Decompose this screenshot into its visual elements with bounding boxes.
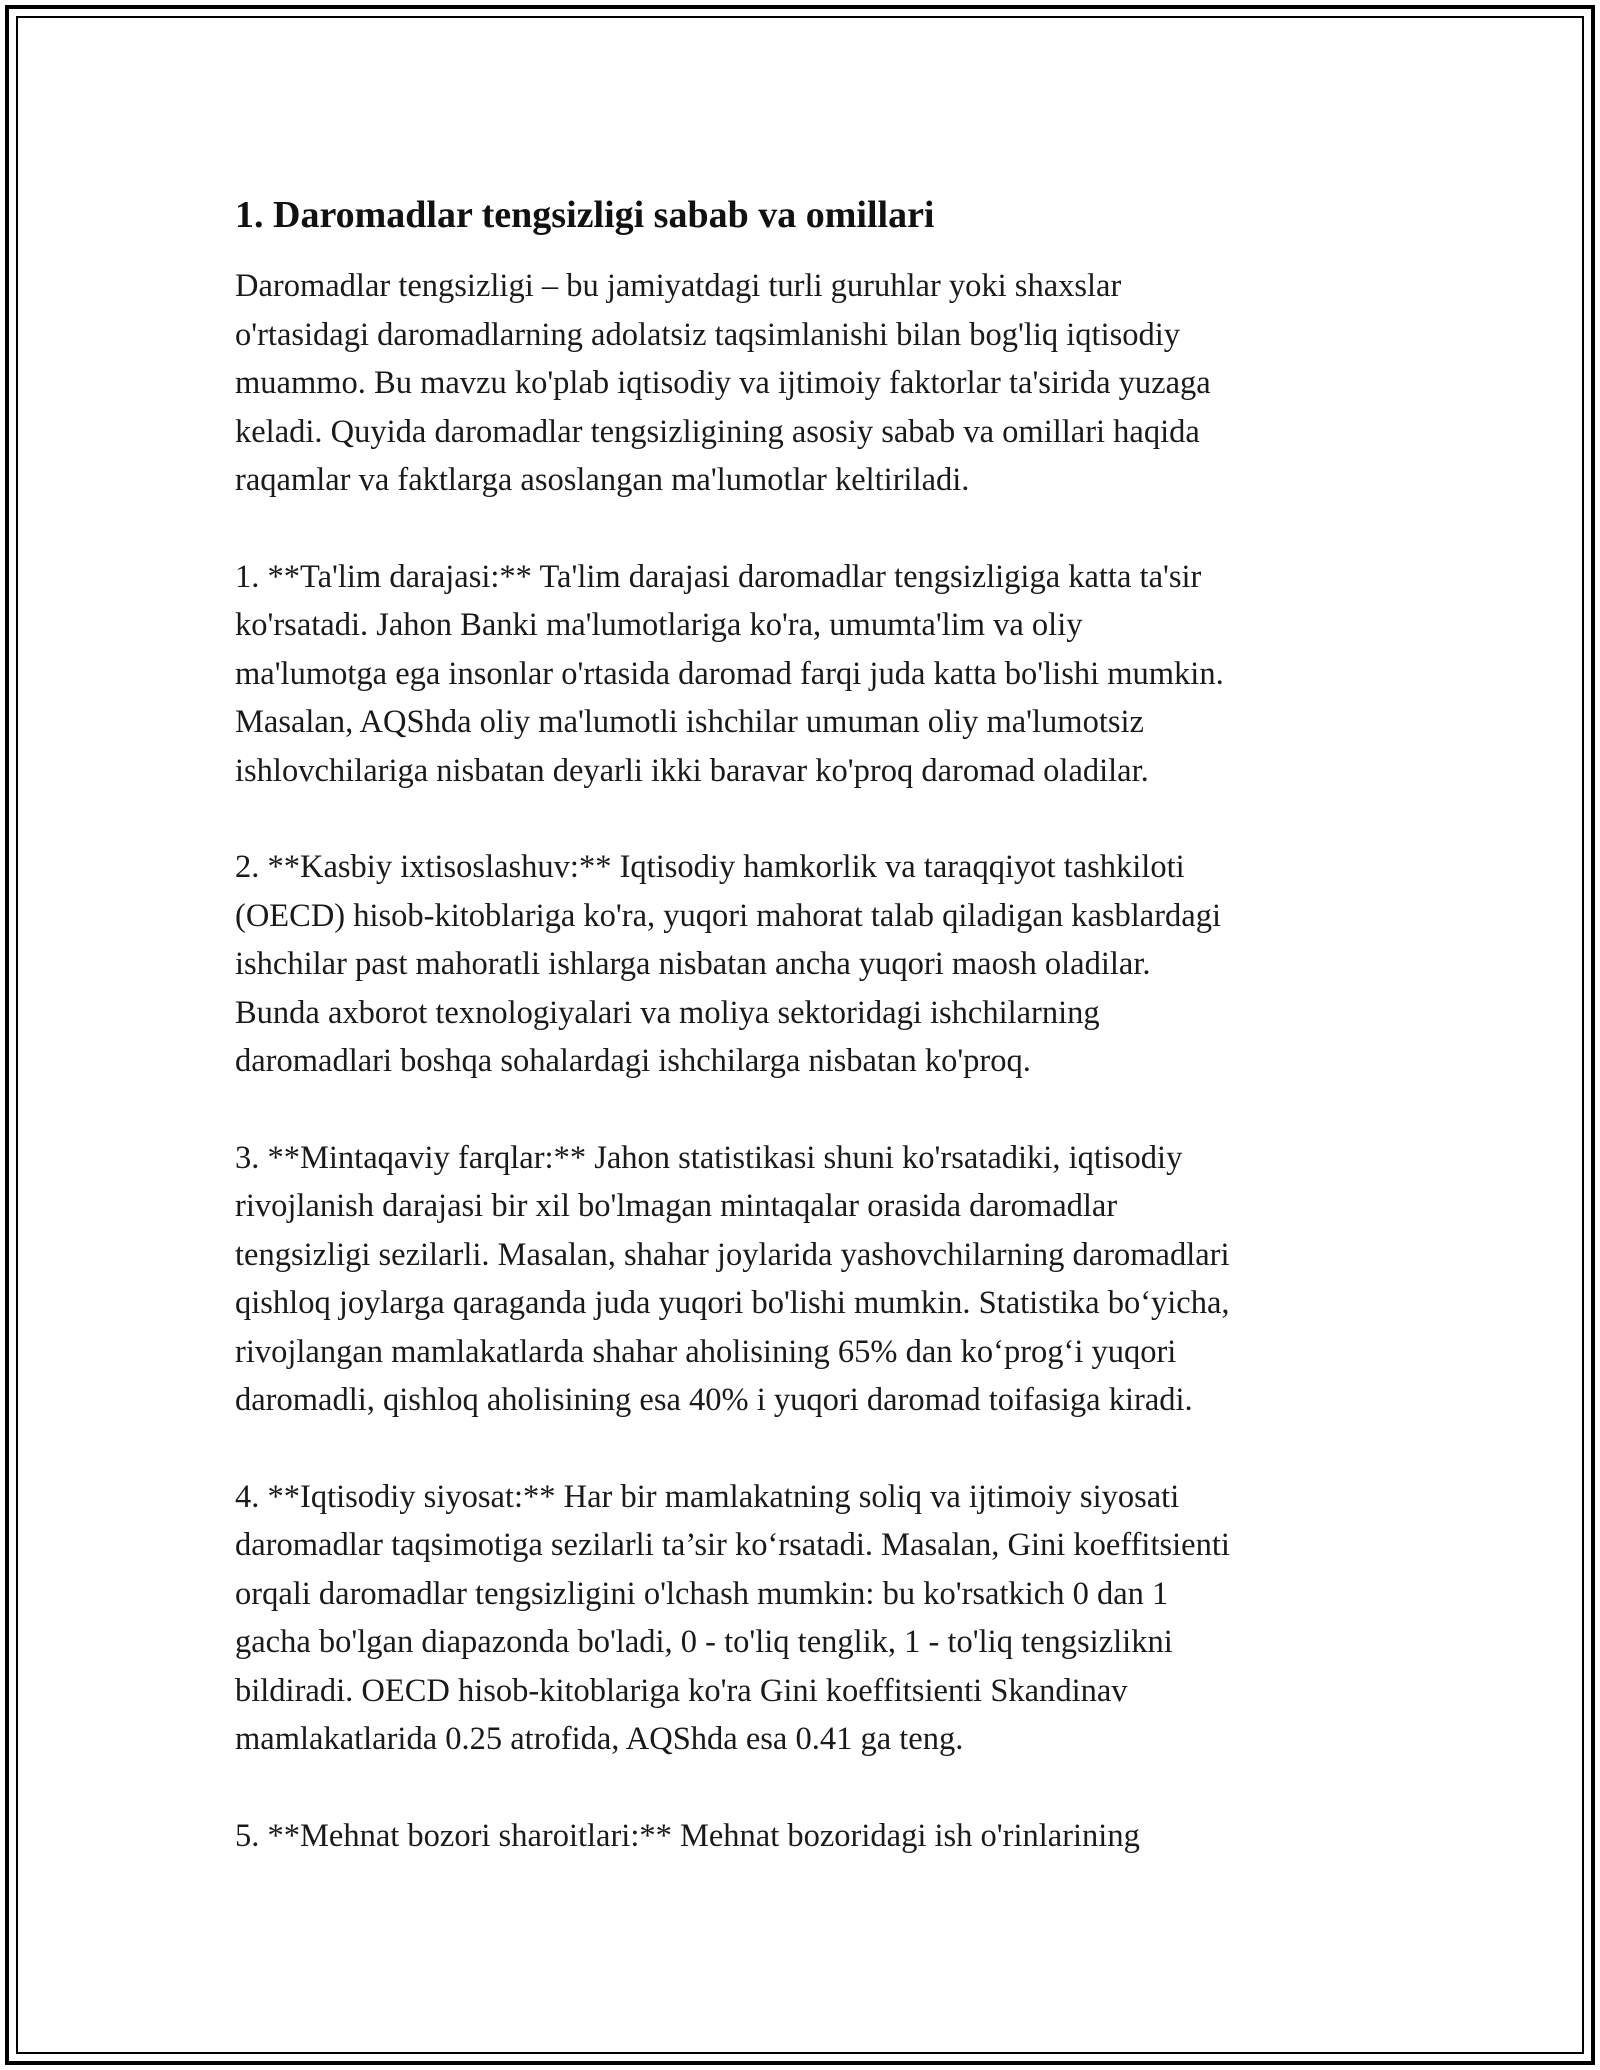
text-line: 3. **Mintaqaviy farqlar:** Jahon statistikasi shuni ko'rsatadiki, iqtisodiy [235, 1139, 1183, 1176]
text-line: bildiradi. OECD hisob-kitoblariga ko'ra Gini koeffitsienti Skandinav [235, 1672, 1128, 1709]
document-title: 1. Daromadlar tengsizligi sabab va omillari [235, 194, 935, 236]
text-line: 4. **Iqtisodiy siyosat:** Har bir mamlakatning soliq va ijtimoiy siyosati [235, 1478, 1180, 1515]
text-line: tengsizligi sezilarli. Masalan, shahar joylarida yashovchilarning daromadlari [235, 1236, 1230, 1273]
text-line: ishlovchilariga nisbatan deyarli ikki baravar ko'proq daromad oladilar. [235, 752, 1149, 789]
text-line: orqali daromadlar tengsizligini o'lchash mumkin: bu ko'rsatkich 0 dan 1 [235, 1575, 1169, 1612]
text-line: Bunda axborot texnologiyalari va moliya sektoridagi ishchilarning [235, 994, 1100, 1031]
text-line: rivojlanish darajasi bir xil bo'lmagan mintaqalar orasida daromadlar [235, 1188, 1118, 1224]
text-line: rivojlangan mamlakatlarda shahar aholisining 65% dan ko‘prog‘i yuqori [235, 1333, 1177, 1370]
intro-paragraph [235, 262, 1375, 505]
text-line: (OECD) hisob-kitoblariga ko'ra, yuqori mahorat talab qiladigan kasblardagi [235, 897, 1221, 934]
list-item-paragraph [235, 553, 1375, 796]
text-line: 1. **Ta'lim darajasi:** Ta'lim darajasi daromadlar tengsizligiga katta ta'sir [235, 558, 1202, 595]
text-line: o'rtasidagi daromadlarning adolatsiz taqsimlanishi bilan bog'liq iqtisodiy [235, 316, 1181, 353]
list-item-paragraph [235, 843, 1375, 1086]
text-line: 2. **Kasbiy ixtisoslashuv:** Iqtisodiy hamkorlik va taraqqiyot tashkiloti [235, 849, 1185, 885]
text-line: gacha bo'lgan diapazonda bo'ladi, 0 - to'liq tenglik, 1 - to'liq tengsizlikni [235, 1624, 1173, 1660]
list-item-paragraph [235, 1473, 1375, 1764]
text-line: muammo. Bu mavzu ko'plab iqtisodiy va ijtimoiy faktorlar ta'sirida yuzaga [235, 365, 1211, 401]
text-line: daromadli, qishloq aholisining esa 40% i yuqori daromad toifasiga kiradi. [235, 1382, 1193, 1418]
text-line: ma'lumotga ega insonlar o'rtasida daromad farqi juda katta bo'lishi mumkin. [235, 655, 1224, 692]
text-line: raqamlar va faktlarga asoslangan ma'lumotlar keltiriladi. [235, 462, 970, 498]
text-line: daromadlar taqsimotiga sezilarli ta’sir ko‘rsatadi. Masalan, Gini koeffitsienti [235, 1527, 1230, 1563]
list-item-paragraph [235, 1134, 1375, 1425]
text-line: ishchilar past mahoratli ishlarga nisbatan ancha yuqori maosh oladilar. [235, 946, 1151, 982]
list-item-paragraph [235, 1812, 1375, 1861]
text-line: keladi. Quyida daromadlar tengsizligining asosiy sabab va omillari haqida [235, 413, 1200, 450]
text-line: ko'rsatadi. Jahon Banki ma'lumotlariga ko'ra, umumta'lim va oliy [235, 607, 1083, 643]
paragraph-list [235, 262, 1375, 1860]
text-line: 5. **Mehnat bozori sharoitlari:** Mehnat bozoridagi ish o'rinlarining [235, 1817, 1140, 1854]
text-line: Daromadlar tengsizligi – bu jamiyatdagi turli guruhlar yoki shaxslar [235, 268, 1122, 304]
text-line: daromadlari boshqa sohalardagi ishchilarga nisbatan ko'proq. [235, 1043, 1031, 1079]
text-line: mamlakatlarida 0.25 atrofida, AQShda esa 0.41 ga teng. [235, 1721, 964, 1757]
text-line: qishloq joylarga qaraganda juda yuqori bo'lishi mumkin. Statistika bo‘yicha, [235, 1285, 1230, 1321]
text-line: Masalan, AQShda oliy ma'lumotli ishchilar umuman oliy ma'lumotsiz [235, 704, 1144, 740]
document-body [235, 190, 1375, 1908]
